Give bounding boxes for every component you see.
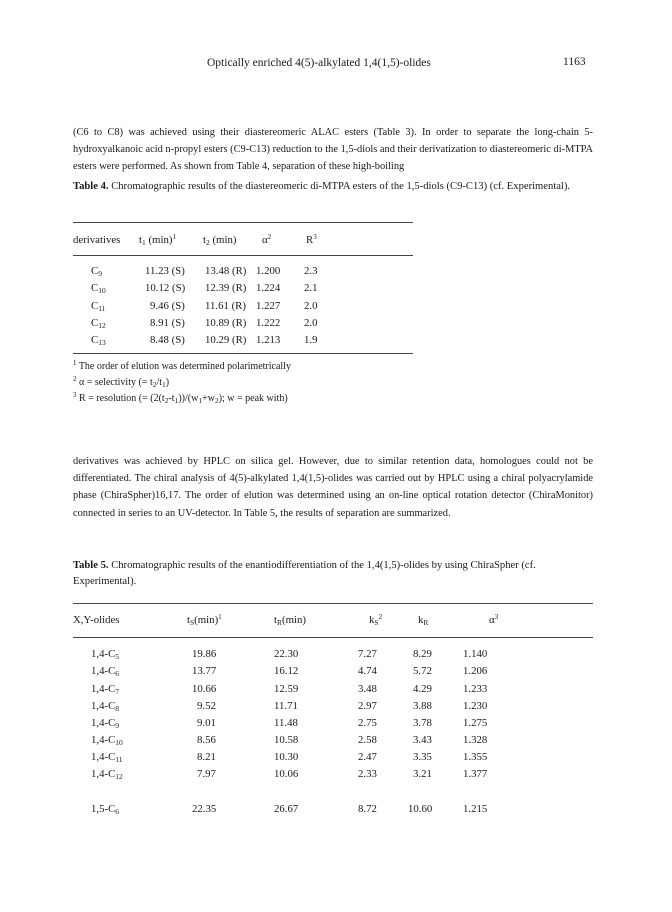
table-4-cell: 11.23 (S) [145,265,185,277]
table-4-cell: 1.213 [256,334,281,346]
table-4-derivative: $C_{13}$ [91,334,106,347]
table-5-header-alpha: $\alpha^3$ [489,613,499,626]
table-5-cell: 10.30 [274,751,299,763]
table-5-cell: 2.97 [358,700,377,712]
table-5-olide: $1,4-C_9$ [91,717,120,730]
table-4-cell: 10.29 (R) [205,334,247,346]
table-5-cell: 3.88 [413,700,432,712]
table-5-olide: $1,5-C_6$ [91,803,120,816]
table-5-cell: 1.140 [463,648,488,660]
table-4-cell: 2.1 [304,282,318,294]
table-5-cell: 1.215 [463,803,488,815]
table-4-top-rule [73,222,413,223]
table-5-cell: 2.33 [358,768,377,780]
table-4-cell: 10.89 (R) [205,317,247,329]
table-5-header-ts: $t_S(\min)^1$ [187,613,222,627]
table-5-olide: $1,4-C_{12}$ [91,768,123,781]
table-4-header-t2: $t_2$ (min) [203,234,237,247]
table-5-olide: $1,4-C_{11}$ [91,751,123,764]
table-4-cell: 13.48 (R) [205,265,247,277]
table-4-caption-text: Chromatographic results of the diastereomeric di-MTPA esters of the 1,5-diols (C9-C13) (cf. Experimental). [111,181,571,192]
table-4-label: Table 4. [73,181,109,192]
table-4-cell: 2.0 [304,300,318,312]
table-5-cell: 8.72 [358,803,377,815]
table-5-cell: 22.30 [274,648,299,660]
body-paragraph-1: (C6 to C8) was achieved using their diastereomeric ALAC esters (Table 3). In order to separate the long-chain 5-hydroxyalkanoic acid n-propyl esters (C9-C13) reduction to the 1,5-diols and their derivatization to diastereomeric di-MTPA esters were performed. As shown from Table 4, separation of these high-boiling [73,127,593,173]
table-5-cell: 1.355 [463,751,488,763]
table-5-cell: 8.56 [197,734,216,746]
table-4-header-alpha: $\alpha^2$ [262,233,272,246]
table-5-cell: 1.328 [463,734,488,746]
table-4-caption [73,179,593,195]
table-4-cell: 2.0 [304,317,318,329]
table-5-caption-text: Chromatographic results of the enantiodifferentiation of the 1,4(1,5)-olides by using ChiraSpher (cf. Experimental). [73,560,536,587]
table-5-cell: 10.60 [408,803,433,815]
table-5-cell: 12.59 [274,683,299,695]
table-5-cell: 7.27 [358,648,377,660]
table-4-cell: 2.3 [304,265,318,277]
table-4-footnote-1: $^1$ The order of elution was determined polarimetrically [73,359,291,372]
table-4-derivative: $C_9$ [91,265,102,278]
table-4-derivative: $C_{10}$ [91,282,106,295]
table-4-derivative: $C_{12}$ [91,317,106,330]
table-5-cell: 10.66 [192,683,217,695]
table-5-cell: 19.86 [192,648,217,660]
table-5-header-tr: $t_R(\min)$ [274,614,307,627]
table-5-cell: 4.29 [413,683,432,695]
table-5-cell: 13.77 [192,665,217,677]
table-5-cell: 11.71 [274,700,298,712]
table-5-cell: 1.377 [463,768,488,780]
table-5-cell: 2.47 [358,751,377,763]
table-5-cell: 1.233 [463,683,488,695]
table-5-olide: $1,4-C_5$ [91,648,120,661]
table-5-cell: 8.29 [413,648,432,660]
table-4-footnote-3: $^3$ R = resolution (= $(2(t_2-t_1))/(w_1+w_2)$; w = peak with) [73,391,288,405]
table-4-bottom-rule [73,353,413,354]
table-5-cell: 26.67 [274,803,299,815]
table-5-cell: 2.75 [358,717,377,729]
table-5-cell: 5.72 [413,665,432,677]
table-4-header-derivatives: derivatives [73,234,121,246]
table-5-cell: 11.48 [274,717,298,729]
table-4-header-r: $R^3$ [306,233,317,246]
table-5-cell: 7.97 [197,768,216,780]
table-5-olide: $1,4-C_7$ [91,683,120,696]
table-5-cell: 9.52 [197,700,216,712]
table-5-label: Table 5. [73,560,109,571]
table-5-cell: 3.78 [413,717,432,729]
table-5-header-olides: X,Y-olides [73,614,120,626]
table-5-cell: 22.35 [192,803,217,815]
table-5-cell: 10.58 [274,734,299,746]
table-4-cell: 1.224 [256,282,281,294]
table-5-cell: 4.74 [358,665,377,677]
table-5-olide: $1,4-C_{10}$ [91,734,123,747]
table-5-header-kr: $k_R$ [418,614,429,627]
table-5-olide: $1,4-C_8$ [91,700,120,713]
table-5-caption [73,558,593,590]
table-5-cell: 3.43 [413,734,432,746]
body-paragraph-2: derivatives was achieved by HPLC on silica gel. However, due to similar retention data, homologues could not be differentiated. The chiral analysis of 4(5)-alkylated 1,4(1,5)-olides was carried out by HPLC using a chiral polyacrylamide phase (ChiraSpher)16,17. The order of elution was determined using an on-line optical rotation detector (ChiraMonitor) connected in series to an UV-detector. In Table 5, the results of separation are summarized. [73,456,593,519]
table-5-cell: 2.58 [358,734,377,746]
table-5-cell: 3.48 [358,683,377,695]
table-4-cell: 10.12 (S) [145,282,186,294]
table-5-cell: 3.21 [413,768,432,780]
table-4-cell: 1.222 [256,317,281,329]
table-4-derivative: $C_{11}$ [91,300,106,313]
table-5-header-ks: $k_S^2$ [369,613,383,627]
table-5-cell: 16.12 [274,665,299,677]
table-4-cell: 8.48 (S) [150,334,185,346]
table-4-header-t1: $t_1$ $(\min)^1$ [139,233,176,247]
table-4-cell: 8.91 (S) [150,317,185,329]
table-5-cell: 3.35 [413,751,432,763]
table-5-header-rule [73,637,593,638]
table-5-top-rule [73,603,593,604]
table-4-cell: 9.46 (S) [150,300,185,312]
table-4-cell: 1.200 [256,265,281,277]
table-5-cell: 1.206 [463,665,488,677]
table-5-cell: 1.230 [463,700,488,712]
table-5-cell: 8.21 [197,751,216,763]
table-5-olide: $1,4-C_6$ [91,665,120,678]
table-4-footnote-2: $^2$ α = selectivity (= $t_2/t_1$) [73,375,170,389]
table-5-cell: 10.06 [274,768,299,780]
table-4-cell: 1.9 [304,334,318,346]
table-5-cell: 9.01 [197,717,216,729]
running-title: Optically enriched 4(5)-alkylated 1,4(1,5)-olides [207,57,431,69]
table-4-cell: 12.39 (R) [205,282,247,294]
table-4-cell: 11.61 (R) [205,300,246,312]
page-number: 1163 [563,56,586,68]
table-5-cell: 1.275 [463,717,488,729]
table-4-header-rule [73,255,413,256]
table-4-cell: 1.227 [256,300,281,312]
